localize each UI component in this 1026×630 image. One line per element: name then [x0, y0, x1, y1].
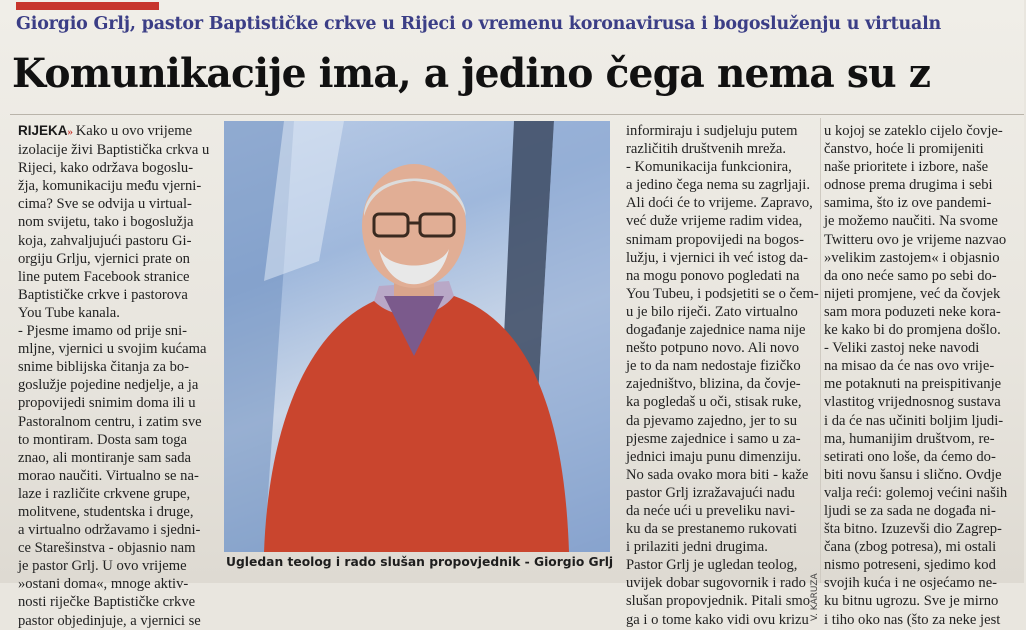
- text-line: [18, 286, 214, 304]
- text-line-content: i tiho oko nas (što za neke jest: [824, 611, 1001, 628]
- text-line-content: na mogu ponovo pogledati na: [626, 267, 800, 284]
- text-line: [824, 140, 1024, 158]
- text-line: [626, 231, 816, 249]
- text-line-content: slušan propovjednik. Pitali smo: [626, 593, 811, 610]
- text-line-content: da ono neće samo po sebi do-: [824, 267, 997, 284]
- text-line: [626, 393, 816, 411]
- text-line-content: čana (zbog potresa), mi ostali: [824, 539, 997, 556]
- text-line: [824, 430, 1024, 448]
- text-line: [626, 158, 816, 176]
- text-line: [824, 176, 1024, 194]
- text-line: [824, 484, 1024, 502]
- text-line: [824, 249, 1024, 267]
- text-line: [18, 503, 214, 521]
- text-line-content: snimam propovijedi na bogos-: [626, 231, 804, 248]
- text-line: [18, 575, 214, 593]
- photo-credit: V. KARUZA: [810, 573, 820, 621]
- text-line: [824, 212, 1024, 230]
- text-line: [18, 322, 214, 340]
- text-line: [824, 122, 1024, 140]
- text-line-content: jednici imaju punu dimenziju.: [626, 448, 802, 465]
- text-line-content: Rijeci, kako održava bogoslu-: [18, 160, 194, 177]
- text-line: [824, 502, 1024, 520]
- text-line: [626, 502, 816, 520]
- text-line-content: morao naučiti. Virtualno se na-: [18, 467, 199, 484]
- text-line: [18, 340, 214, 358]
- text-line: [626, 484, 816, 502]
- text-line: [18, 268, 214, 286]
- text-line: [824, 574, 1024, 592]
- text-line-content: pastor Grlj izražavajući nadu: [626, 484, 795, 501]
- text-line: [824, 592, 1024, 610]
- text-line-content: snime biblijska čitanja za bo-: [18, 359, 190, 376]
- text-line-content: me potaknuti na preispitivanje: [824, 376, 1002, 393]
- text-line: [824, 357, 1024, 375]
- text-line: [18, 250, 214, 268]
- text-line-content: informiraju i sudjeluju putem: [626, 123, 798, 139]
- text-line-content: i prilaziti jedni drugima.: [626, 539, 768, 556]
- text-line-content: šta bitno. Izuzevši dio Zagrep-: [824, 521, 1002, 538]
- text-line: [824, 339, 1024, 357]
- text-line-content: molitvene, studentska i druge,: [18, 503, 194, 520]
- text-line: [626, 592, 816, 610]
- text-line-content: ku da se prestanemo rukovati: [626, 521, 798, 538]
- text-line-content: cima? Sve se odvija u virtual-: [18, 196, 192, 213]
- text-line-content: događanje zajednice nama nije: [626, 322, 806, 339]
- text-line: [824, 267, 1024, 285]
- text-line-content: Kako u ovo vrijeme: [75, 123, 193, 139]
- text-line-content: je pastor Grlj. U ovo vrijeme: [18, 558, 187, 575]
- headline: Komunikacije ima, a jedino čega nema su z: [12, 50, 931, 97]
- article-column-3: [626, 122, 819, 629]
- text-line: [626, 303, 816, 321]
- text-line-content: u kojoj se zateklo cijelo čovje-: [824, 123, 1003, 139]
- text-line: [626, 430, 816, 448]
- text-line-content: odnose prema drugima i sebi: [824, 177, 993, 194]
- text-line: [18, 232, 214, 250]
- text-line: [626, 249, 816, 267]
- text-line-content: je možemo naučiti. Na svome: [824, 213, 998, 230]
- text-line: [18, 122, 214, 141]
- text-line-content: Baptističke crkve i pastorova: [18, 286, 188, 303]
- text-line: [18, 485, 214, 503]
- text-line: [626, 212, 816, 230]
- text-line-content: izolacije živi Baptistička crkva u: [18, 142, 210, 159]
- text-line-content: Pastoralnom centru, i zatim sve: [18, 413, 202, 430]
- text-line: [18, 413, 214, 431]
- text-line: [824, 611, 1024, 629]
- text-line: [626, 538, 816, 556]
- text-line: [824, 393, 1024, 411]
- photo-caption: Ugledan teolog i rado slušan propovjednik - Giorgio Grlj: [226, 555, 614, 569]
- text-line: [626, 285, 819, 303]
- text-line: [18, 376, 214, 394]
- text-line: [18, 449, 214, 467]
- text-line-content: - Veliki zastoj neke navodi: [824, 340, 980, 357]
- text-line-content: čanstvo, hoće li promijeniti: [824, 141, 984, 158]
- text-line: [626, 448, 816, 466]
- text-line-content: pjesme zajednice i samo u za-: [626, 430, 801, 447]
- article-column-4: [824, 122, 1024, 629]
- text-line-content: Pastor Grlj je ugledan teolog,: [626, 557, 798, 574]
- text-line: [626, 357, 816, 375]
- text-line-content: nismo potreseni, sjedimo kod: [824, 557, 996, 574]
- column-divider: [820, 118, 821, 583]
- text-line-content: u je bilo riječi. Zato virtualno: [626, 303, 798, 320]
- text-line-content: koja, zahvaljujući pastoru Gi-: [18, 232, 192, 249]
- dateline: RIJEKA: [18, 123, 68, 138]
- text-line-content: Twitteru ovo je vrijeme nazvao: [824, 231, 1007, 248]
- text-line: [18, 358, 214, 376]
- text-line-content: svojih kuća i ne osjećamo ne-: [824, 575, 998, 592]
- text-line: [824, 303, 1024, 321]
- text-line-content: ka pogledaš u oči, stisak ruke,: [626, 394, 802, 411]
- text-line-content: nijeti promjene, već da čovjek: [824, 285, 1001, 302]
- text-line-content: ma, humanijim društvom, re-: [824, 430, 995, 447]
- text-line: [626, 176, 816, 194]
- text-line: [824, 194, 1024, 212]
- text-line: [626, 466, 816, 484]
- text-line: [824, 285, 1024, 303]
- text-line-content: samima, što iz ove pandemi-: [824, 195, 992, 212]
- text-line-content: laze i različite crkvene grupe,: [18, 485, 191, 502]
- text-line-content: goslužje pojedine nedjelje, a ja: [18, 377, 199, 394]
- section-color-bar: [16, 2, 159, 10]
- text-line-content: nosti riječke Baptističke crkve: [18, 594, 196, 611]
- text-line: [626, 375, 816, 393]
- text-line-content: žja, komunikaciju među vjerni-: [18, 178, 202, 195]
- text-line: [18, 141, 214, 159]
- text-line-content: - Komunikacija funkcionira,: [626, 159, 792, 176]
- text-line: [824, 158, 1024, 176]
- text-line: [626, 339, 816, 357]
- text-line-content: ke kako bi do promjena došlo.: [824, 322, 1001, 339]
- text-line: [626, 140, 816, 158]
- text-line: [18, 213, 214, 231]
- text-line: [18, 539, 214, 557]
- text-line-content: propovijedi snimim doma ili u: [18, 395, 196, 412]
- text-line-content: setirati ono loše, da ćemo do-: [824, 448, 996, 465]
- text-line-content: i da će nas učiniti boljim ljudi-: [824, 412, 1004, 429]
- text-line-content: biti novu šansu i slično. Ovdje: [824, 466, 1002, 483]
- text-line: [824, 375, 1024, 393]
- text-line-content: a virtualno održavamo i sjedni-: [18, 522, 201, 539]
- text-line: [18, 431, 214, 449]
- text-line: [18, 612, 214, 630]
- text-line: [626, 574, 816, 592]
- text-line-content: sam mora poduzeti neke kora-: [824, 303, 1001, 320]
- text-line-content: line putem Facebook stranice: [18, 268, 190, 285]
- text-line-content: znao, ali montiranje sam sada: [18, 449, 192, 466]
- text-line-content: ga i o tome kako vidi ovu krizu: [626, 611, 809, 628]
- text-line: [626, 556, 816, 574]
- text-line: [626, 520, 816, 538]
- text-line: [824, 466, 1024, 484]
- text-line: [18, 159, 214, 177]
- text-line: [824, 556, 1024, 574]
- text-line-content: naše prioritete i izbore, naše: [824, 159, 989, 176]
- text-line-content: nom svijetu, tako i bogoslužja: [18, 214, 194, 231]
- text-line-content: mljne, vjernici u svojim kućama: [18, 341, 207, 358]
- text-line: [824, 448, 1024, 466]
- text-line-content: ce Starešinstva - objasnio nam: [18, 540, 196, 557]
- text-line: [18, 195, 214, 213]
- text-line-content: na misao da će nas ovo vrije-: [824, 358, 995, 375]
- text-line: [18, 394, 214, 412]
- text-line: [824, 538, 1024, 556]
- text-line: [18, 177, 214, 195]
- text-line-content: ku bitnu ugrozu. Sve je mirno: [824, 593, 999, 610]
- text-line: [626, 611, 816, 629]
- text-line-content: uvijek dobar sugovornik i rado: [626, 575, 806, 592]
- text-line-content: vlastitog vrijednosnog sustava: [824, 394, 1001, 411]
- text-line-content: ljudi se za sada ne događa ni-: [824, 502, 996, 519]
- article-column-1: [18, 122, 214, 630]
- text-line: [18, 593, 214, 611]
- text-line: [626, 122, 816, 140]
- text-line: [824, 412, 1024, 430]
- text-line-content: You Tube kanala.: [18, 304, 120, 321]
- text-line-content: da pjevamo zajedno, jer to su: [626, 412, 798, 429]
- text-line-content: valja reći: golemoj većini naših: [824, 484, 1008, 501]
- text-line-content: - Pjesme imamo od prije sni-: [18, 323, 188, 340]
- portrait-illustration: [224, 121, 610, 552]
- text-line: [18, 304, 214, 322]
- text-line-content: a jedino čega nema su zagrljaji.: [626, 177, 810, 194]
- divider: [10, 114, 1024, 115]
- text-line-content: to montiram. Dosta sam toga: [18, 431, 188, 448]
- text-line: [824, 321, 1024, 339]
- text-line: [18, 557, 214, 575]
- text-line: [824, 231, 1024, 249]
- text-line-content: nešto potpuno novo. Ali novo: [626, 340, 800, 357]
- text-line: [824, 520, 1024, 538]
- text-line-content: lužju, i vjernici ih već istog da-: [626, 249, 808, 266]
- text-line-content: različitih društvenih mreža.: [626, 141, 787, 158]
- text-line: [18, 467, 214, 485]
- text-line-content: pastor objedinjuje, a vjernici se: [18, 612, 201, 629]
- text-line-content: »velikim zastojem« i objasnio: [824, 249, 1000, 266]
- dateline-arrow-icon: »: [67, 126, 76, 138]
- text-line-content: je to da nam nedostaje fizičko: [626, 358, 801, 375]
- text-line: [18, 521, 214, 539]
- text-line-content: You Tubeu, i podsjetiti se o čem-: [626, 285, 819, 302]
- text-line: [626, 321, 816, 339]
- text-line: [626, 412, 816, 430]
- text-line-content: već duže vrijeme radim videa,: [626, 213, 803, 230]
- text-line: [626, 267, 816, 285]
- text-line-content: Ali doći će to vrijeme. Zapravo,: [626, 195, 813, 212]
- text-line-content: No sada ovako mora biti - kaže: [626, 466, 809, 483]
- text-line-content: orgiju Grlju, vjernici prate on: [18, 250, 190, 267]
- text-line-content: »ostani doma«, mnoge aktiv-: [18, 576, 189, 593]
- text-line: [626, 194, 816, 212]
- kicker: Giorgio Grlj, pastor Baptističke crkve u Rijeci o vremenu koronavirusa i bogosluženju u virtualn: [16, 14, 942, 34]
- text-line-content: zajedništvo, blizina, da čovje-: [626, 376, 801, 393]
- text-line-content: da neće ući u preveliku navi-: [626, 502, 795, 519]
